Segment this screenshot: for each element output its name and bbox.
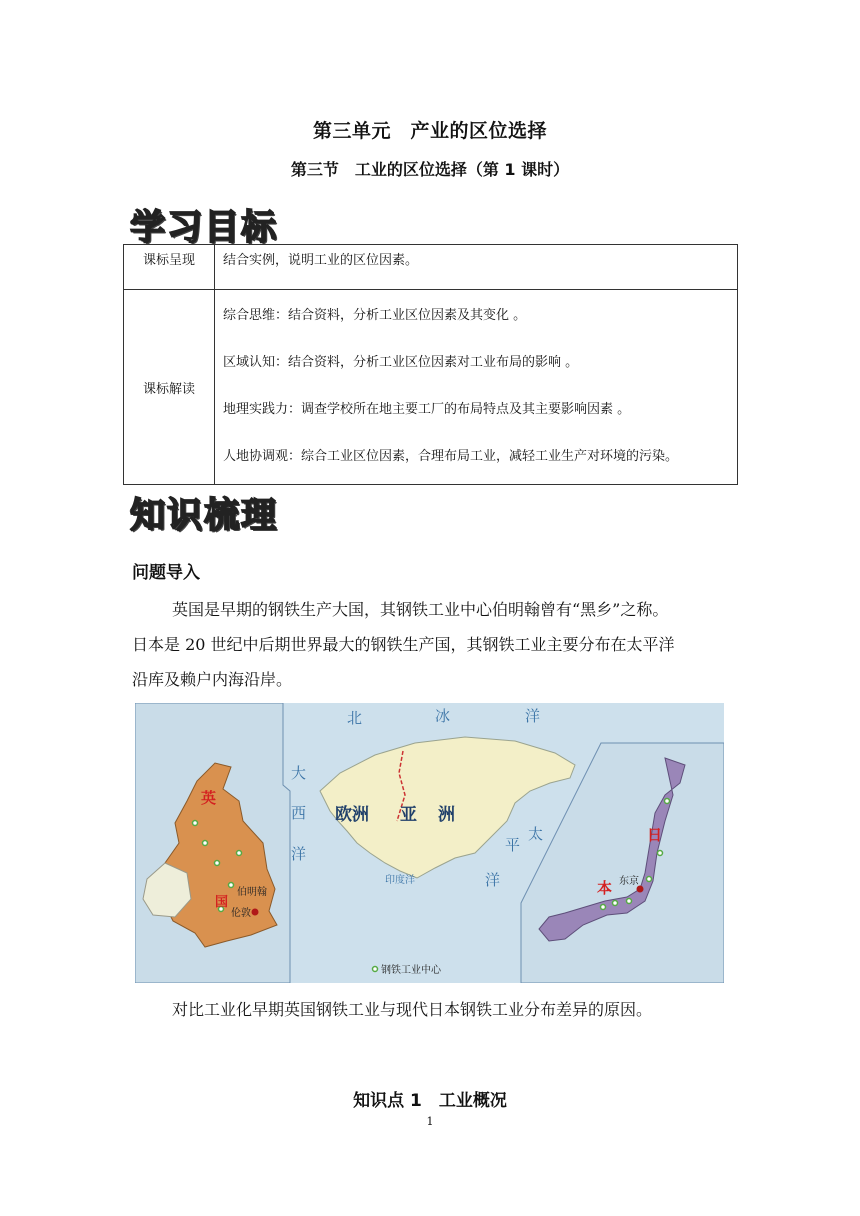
map-label-ocean: 西: [291, 804, 307, 822]
intro-line: 日本是 20 世纪中后期世界最大的钢铁生产国，其钢铁工业主要分布在太平洋: [132, 635, 675, 654]
map-label-city: 伯明翰: [237, 887, 267, 898]
map-label-ocean: 印度洋: [385, 875, 415, 886]
map-label-country: 国: [215, 895, 229, 910]
map-label-ocean: 洋: [485, 871, 501, 889]
map-label-ocean: 北: [347, 709, 363, 727]
map-label-ocean: 冰: [435, 707, 451, 725]
map-label-continent: 亚: [400, 805, 417, 825]
map-label-continent: 欧洲: [335, 805, 369, 825]
page-number: 1: [426, 1115, 434, 1128]
map-label-city: 东京: [619, 876, 639, 887]
unit-title: 第三单元 产业的区位选择: [312, 120, 547, 142]
goals-item: 综合思维：结合资料，分析工业区位因素及其变化 。: [223, 308, 527, 323]
intro-line: 沿库及赖户内海沿岸。: [132, 670, 293, 689]
map-label-city: 伦敦: [231, 908, 251, 919]
goals-row-text: 结合实例，说明工业的区位因素。: [215, 245, 738, 290]
knowledge-point-heading: 知识点 1 工业概况: [353, 1091, 507, 1111]
map-label-country: 日: [647, 826, 663, 844]
legend-dot-icon: [373, 967, 378, 972]
map-label-ocean: 洋: [525, 707, 541, 725]
section-title: 第三节 工业的区位选择（第 1 课时）: [290, 160, 570, 179]
map-label-country: 英: [201, 789, 217, 807]
map-label-ocean: 平: [505, 836, 521, 854]
goals-row-label: 课标解读: [124, 290, 215, 485]
steel-distribution-map: [135, 703, 724, 983]
map-legend: 钢铁工业中心: [381, 965, 441, 976]
goals-item: 区域认知：结合资料，分析工业区位因素对工业布局的影响 。: [223, 355, 579, 370]
question-text: 对比工业化早期英国钢铁工业与现代日本钢铁工业分布差异的原因。: [172, 1000, 653, 1019]
goals-item: 地理实践力：调查学校所在地主要工厂的布局特点及其主要影响因素 。: [223, 402, 631, 417]
intro-line: 英国是早期的钢铁生产大国，其钢铁工业中心伯明翰曾有“黑乡”之称。: [172, 600, 669, 619]
goals-heading: 学习目标: [130, 208, 279, 248]
map-label-ocean: 大: [291, 764, 307, 782]
goals-row-standard: [124, 245, 738, 290]
map-label-country: 本: [597, 879, 613, 897]
london-marker: [252, 909, 259, 916]
goals-row-interpretation: [124, 290, 738, 485]
goals-item: 人地协调观：综合工业区位因素，合理布局工业，减轻工业生产对环境的污染。: [223, 449, 679, 464]
knowledge-heading: 知识梳理: [130, 496, 279, 536]
map-label-continent: 洲: [438, 805, 455, 825]
intro-heading: 问题导入: [132, 563, 200, 583]
map-label-ocean: 洋: [291, 845, 307, 863]
map-label-ocean: 太: [528, 825, 544, 843]
goals-row-label: 课标呈现: [124, 245, 215, 290]
goals-table: [123, 244, 738, 485]
